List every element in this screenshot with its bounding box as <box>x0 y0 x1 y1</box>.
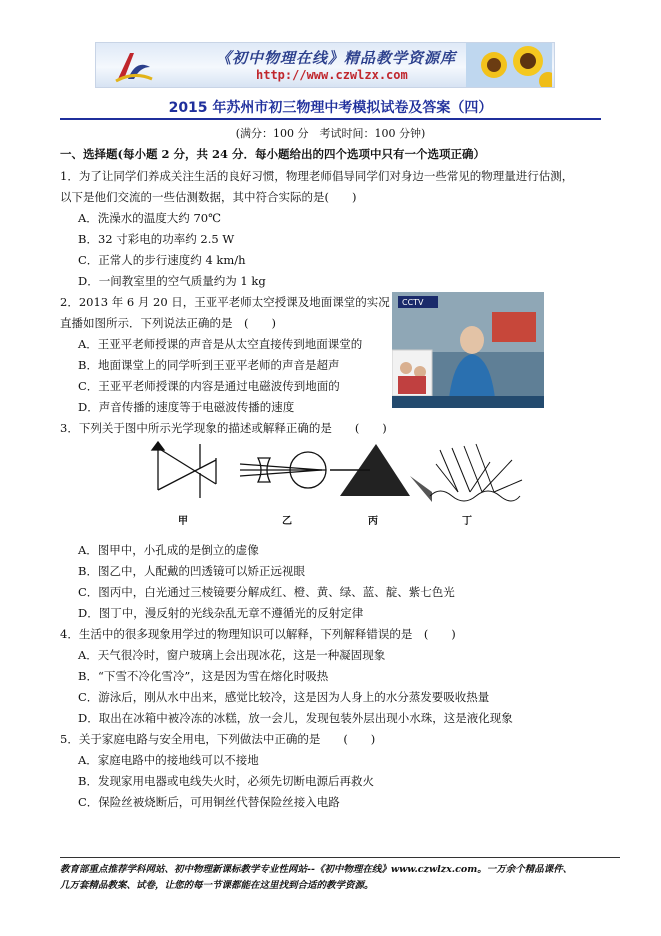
eye-lens-diagram <box>240 452 326 488</box>
section-heading: 一、选择题(每小题 2 分，共 24 分．每小题给出的四个选项中只有一个选项正确） <box>60 147 485 161</box>
figure-label-ding: 丁 <box>462 516 472 527</box>
q3-stem: 3．下列关于图中所示光学现象的描述或解释正确的是 ( ) <box>60 421 387 435</box>
banner-url[interactable]: http://www.czwlzx.com <box>256 68 408 82</box>
footer-divider <box>60 857 620 858</box>
q3-option-b: B．图乙中，人配戴的凹透镜可以矫正远视眼 <box>78 564 305 578</box>
q5-option-c: C．保险丝被烧断后，可用铜丝代替保险丝接入电路 <box>78 795 340 809</box>
q2-option-c: C．王亚平老师授课的内容是通过电磁波传到地面的 <box>78 379 340 393</box>
page-footer <box>60 862 620 894</box>
channel-logo: CCTV <box>402 298 424 307</box>
q1-option-a: A．洗澡水的温度大约 70℃ <box>78 211 221 225</box>
q1-option-c: C．正常人的步行速度约 4 km/h <box>78 253 246 267</box>
footer-line2: 几万套精品教案、试卷，让您的每一节课都能在这里找到合适的教学资源。 <box>60 880 374 891</box>
q4-stem: 4．生活中的很多现象用学过的物理知识可以解释，下列解释错误的是 ( ) <box>60 627 456 641</box>
exam-meta: (满分：100 分 考试时间：100 分钟) <box>235 127 426 140</box>
figure-label-bing: 丙 <box>368 516 378 527</box>
footer-line1: 教育部重点推荐学科网站、初中物理新课标教学专业性网站--《初中物理在线》www.czwlzx.com。一万余个精品课件、 <box>60 864 573 875</box>
q1-stem-line2: 以下是他们交流的一些估测数据，其中符合实际的是( ) <box>60 190 357 204</box>
site-logo <box>114 49 154 83</box>
q1-option-b: B．32 寸彩电的功率约 2.5 W <box>78 232 235 246</box>
q4-option-c: C．游泳后，刚从水中出来，感觉比较冷，这是因为人身上的水分蒸发要吸收热量 <box>78 690 490 704</box>
q5-stem: 5．关于家庭电路与安全用电，下列做法中正确的是 ( ) <box>60 732 376 746</box>
q2-stem-line1: 2．2013 年 6 月 20 日，王亚平老师太空授课及地面课堂的实况 <box>60 295 390 309</box>
q4-option-b: B．“下雪不冷化雪冷”，这是因为雪在熔化时吸热 <box>78 669 329 683</box>
sunflower-image <box>466 43 552 87</box>
q5-option-b: B．发现家用电器或电线失火时，必须先切断电源后再救火 <box>78 774 374 788</box>
q2-option-a: A．王亚平老师授课的声音是从太空直接传到地面课堂的 <box>78 337 363 351</box>
prism-diagram <box>330 444 432 502</box>
q4-option-a: A．天气很冷时，窗户玻璃上会出现冰花，这是一种凝固现象 <box>78 648 386 662</box>
q3-option-a: A．图甲中，小孔成的是倒立的虚像 <box>78 543 259 557</box>
q2-stem-line2: 直播如图所示．下列说法正确的是 ( ) <box>60 316 276 330</box>
figure-label-yi: 乙 <box>282 516 292 527</box>
q3-option-c: C．图丙中，白光通过三棱镜要分解成红、橙、黄、绿、蓝、靛、紫七色光 <box>78 585 455 599</box>
page-title: 2015 年苏州市初三物理中考模拟试卷及答案（四） <box>168 100 493 116</box>
q5-option-a: A．家庭电路中的接地线可以不接地 <box>78 753 259 767</box>
q2-option-d: D．声音传播的速度等于电磁波传播的速度 <box>78 400 295 414</box>
optics-figures <box>140 440 525 530</box>
banner-title: 《初中物理在线》精品教学资源库 <box>216 49 457 67</box>
q2-option-b: B．地面课堂上的同学听到王亚平老师的声音是超声 <box>78 358 340 372</box>
pinhole-diagram <box>152 442 216 498</box>
q3-option-d: D．图丁中，漫反射的光线杂乱无章不遵循光的反射定律 <box>78 606 364 620</box>
q1-stem-line1: 1．为了让同学们养成关注生活的良好习惯，物理老师倡导同学们对身边一些常见的物理量进行估测， <box>60 169 574 183</box>
q1-option-d: D．一间教室里的空气质量约为 1 kg <box>78 274 266 288</box>
figure-label-jia: 甲 <box>178 516 188 527</box>
title-divider <box>60 118 601 120</box>
header-banner <box>95 42 555 88</box>
q4-option-d: D．取出在冰箱中被冷冻的冰糕，放一会儿，发现包装外层出现小水珠，这是液化现象 <box>78 711 513 725</box>
diffuse-reflection-diagram <box>430 444 522 501</box>
space-class-photo <box>392 292 544 408</box>
